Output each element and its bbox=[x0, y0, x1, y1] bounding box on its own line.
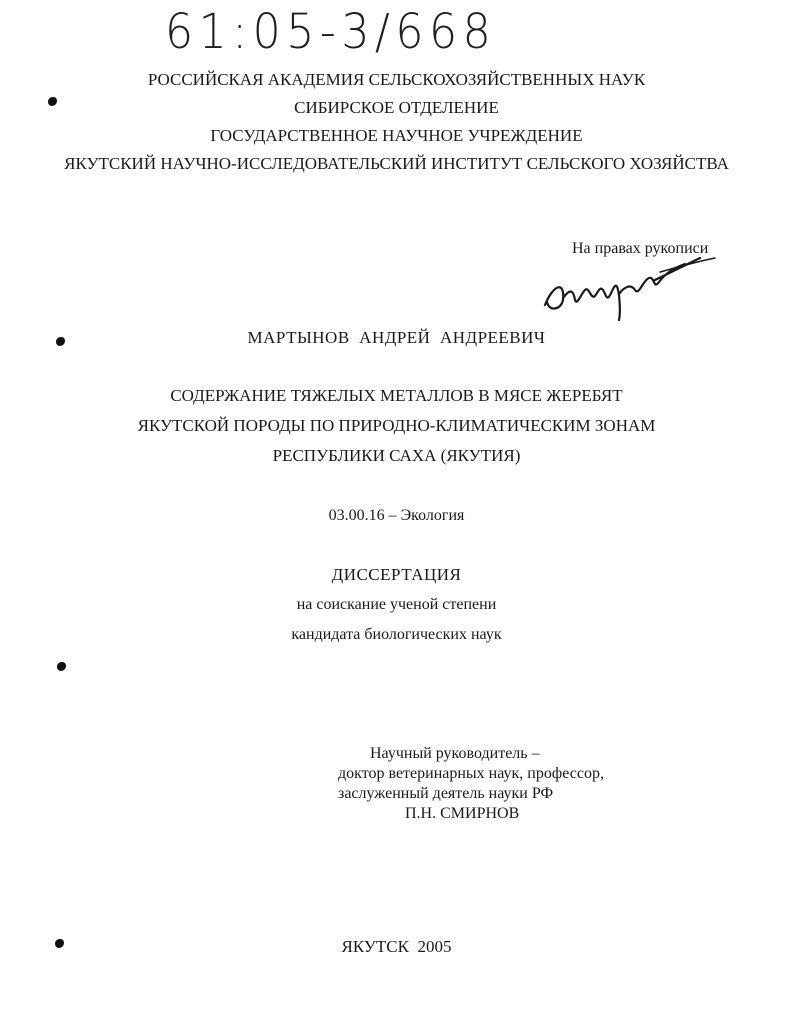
dissertation-label: ДИССЕРТАЦИЯ bbox=[331, 565, 462, 584]
handwritten-catalog-number: 61:05-3/668 bbox=[165, 4, 497, 60]
title-line-1: СОДЕРЖАНИЕ ТЯЖЕЛЫХ МЕТАЛЛОВ В МЯСЕ ЖЕРЕБЯТ bbox=[170, 386, 623, 405]
header-branch: СИБИРСКОЕ ОТДЕЛЕНИЕ bbox=[294, 98, 499, 117]
supervisor-label: Научный руководитель – bbox=[370, 745, 540, 762]
supervisor-degree: доктор ветеринарных наук, профессор, bbox=[338, 765, 604, 782]
header-institution-type: ГОСУДАРСТВЕННОЕ НАУЧНОЕ УЧРЕЖДЕНИЕ bbox=[210, 126, 583, 145]
supervisor-honorary-title: заслуженный деятель науки РФ bbox=[338, 785, 554, 802]
supervisor-name: П.Н. СМИРНОВ bbox=[405, 805, 520, 822]
author-signature bbox=[535, 250, 720, 325]
author-name: МАРТЫНОВ АНДРЕЙ АНДРЕЕВИЧ bbox=[247, 328, 546, 347]
header-institute: ЯКУТСКИЙ НАУЧНО-ИССЛЕДОВАТЕЛЬСКИЙ ИНСТИТУТ СЕЛЬСКОГО ХОЗЯЙСТВА bbox=[64, 154, 729, 173]
title-line-2: ЯКУТСКОЙ ПОРОДЫ ПО ПРИРОДНО-КЛИМАТИЧЕСКИМ ЗОНАМ bbox=[137, 416, 656, 435]
header-academy: РОССИЙСКАЯ АКАДЕМИЯ СЕЛЬСКОХОЗЯЙСТВЕННЫХ НАУК bbox=[147, 70, 646, 89]
degree-name: кандидата биологических наук bbox=[291, 626, 502, 643]
city-year: ЯКУТСК 2005 bbox=[341, 937, 452, 956]
scan-margin-mark bbox=[57, 662, 66, 671]
degree-purpose: на соискание ученой степени bbox=[296, 596, 497, 613]
manuscript-rights-note: На правах рукописи bbox=[572, 240, 709, 257]
title-line-3: РЕСПУБЛИКИ САХА (ЯКУТИЯ) bbox=[272, 446, 521, 465]
specialty-code: 03.00.16 – Экология bbox=[328, 507, 465, 524]
